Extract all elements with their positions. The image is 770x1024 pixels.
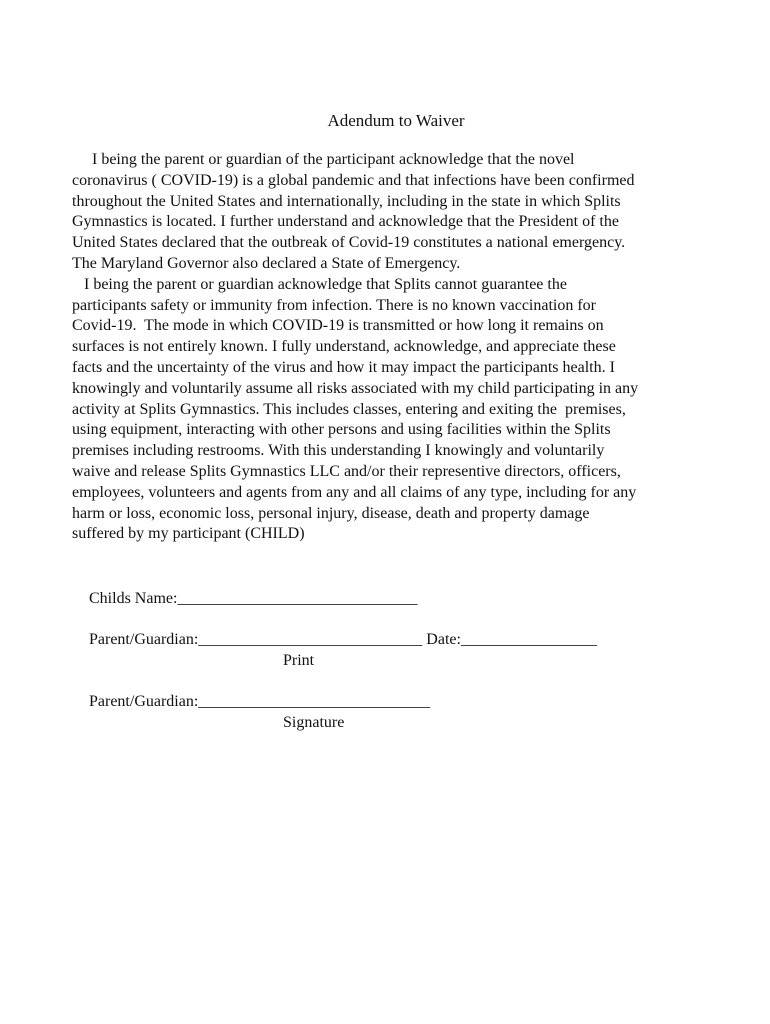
body-line: premises including restrooms. With this understanding I knowingly and voluntarily <box>72 442 605 460</box>
body-line: suffered by my participant (CHILD) <box>72 525 305 543</box>
print-label: Print <box>283 652 315 669</box>
body-line: United States declared that the outbreak of Covid-19 constitutes a national emergency. <box>72 234 626 252</box>
body-line: using equipment, interacting with other persons and using facilities within the Splits <box>72 421 611 439</box>
document-title: Adendum to Waiver <box>327 111 465 130</box>
body-line: knowingly and voluntarily assume all risks associated with my child participating in any <box>72 379 639 397</box>
body-line: Gymnastics is located. I further understand and acknowledge that the President of the <box>72 213 619 231</box>
body-line: surfaces is not entirely known. I fully understand, acknowledge, and appreciate these <box>72 338 616 356</box>
body-line: activity at Splits Gymnastics. This includes classes, entering and exiting the premises, <box>72 400 626 418</box>
body-line: waive and release Splits Gymnastics LLC and/or their representive directors, officers, <box>72 462 621 480</box>
body-line: participants safety or immunity from infection. There is no known vaccination for <box>72 296 597 314</box>
guardian-signature-field[interactable]: Parent/Guardian:_____________________________ <box>89 693 431 710</box>
signature-label: Signature <box>283 714 345 731</box>
guardian-print-date-field[interactable]: Parent/Guardian:____________________________ Date:_________________ <box>89 631 597 648</box>
body-line: I being the parent or guardian acknowledge that Splits cannot guarantee the <box>72 275 567 293</box>
body-line: facts and the uncertainty of the virus and how it may impact the participants health. I <box>72 358 615 376</box>
body-line: I being the parent or guardian of the participant acknowledge that the novel <box>72 151 575 168</box>
body-line: throughout the United States and internationally, including in the state in which Splits <box>72 192 621 210</box>
body-line: harm or loss, economic loss, personal injury, disease, death and property damage <box>72 504 590 522</box>
body-line: employees, volunteers and agents from any and all claims of any type, including for any <box>72 483 637 501</box>
body-line: The Maryland Governor also declared a State of Emergency. <box>72 254 461 272</box>
body-line: coronavirus ( COVID-19) is a global pandemic and that infections have been confirmed <box>72 171 635 189</box>
body-line: Covid-19. The mode in which COVID-19 is transmitted or how long it remains on <box>72 317 604 335</box>
childs-name-field[interactable]: Childs Name:______________________________ <box>89 590 418 607</box>
waiver-body <box>72 150 712 545</box>
